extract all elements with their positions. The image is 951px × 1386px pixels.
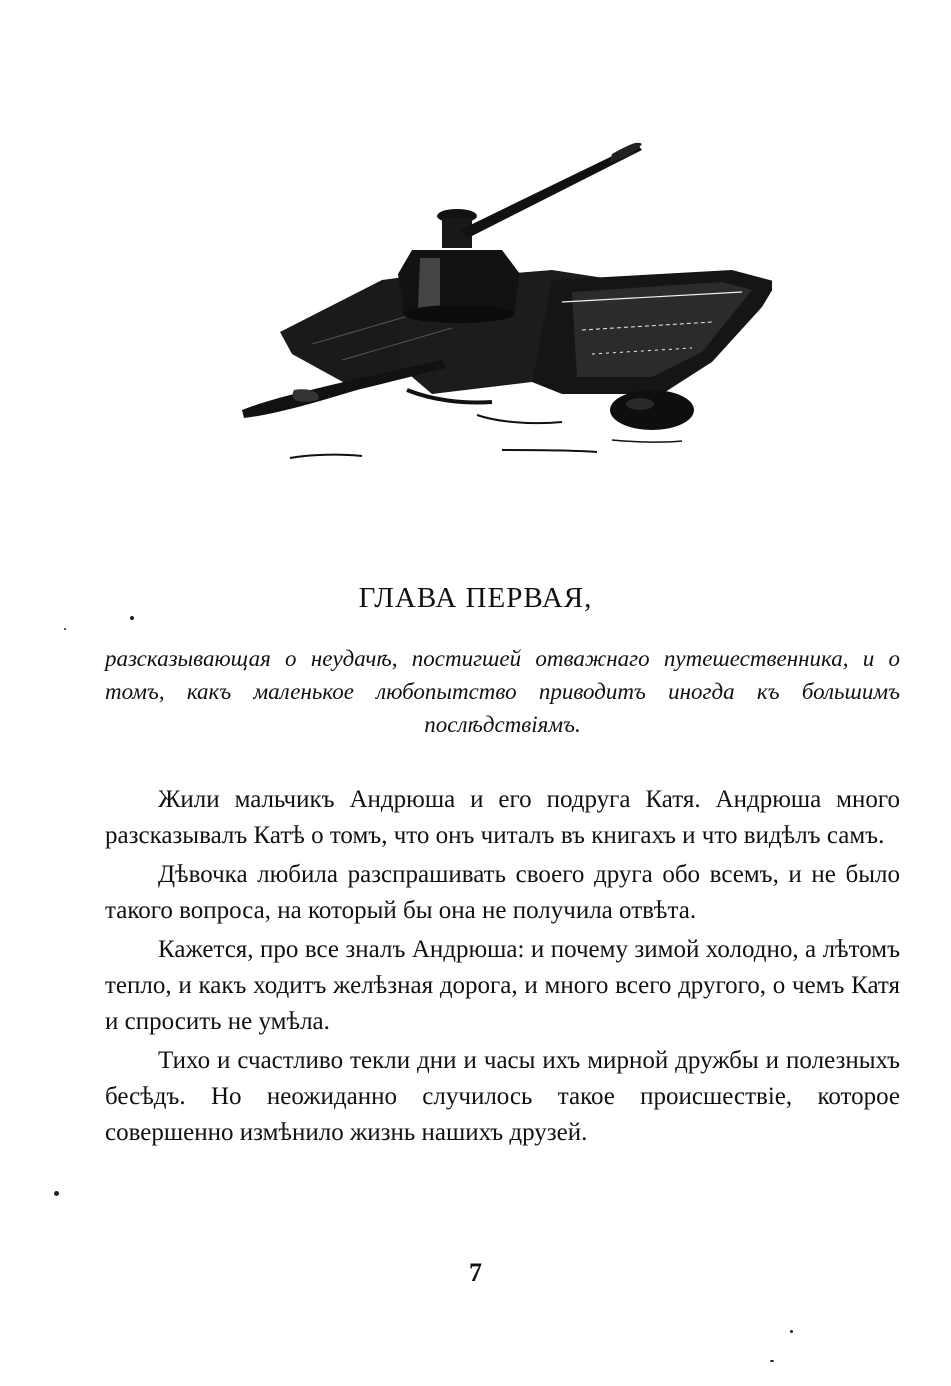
scan-speck — [64, 628, 66, 630]
chapter-title: ГЛАВА ПЕРВАЯ, — [358, 582, 593, 614]
chapter-subtitle: разсказывающая о неудачѣ, постигшей отважнаго путешественника, и о томъ, какъ маленькое любопытство приводитъ иногда къ большимъ послѣдствіямъ. — [105, 646, 900, 737]
paragraph: Жили мальчикъ Андрюша и его подруга Катя. Андрюша много разсказывалъ Катѣ о томъ, что онъ читалъ въ книгахъ и что видѣлъ самъ. — [105, 786, 900, 849]
page-number: 7 — [469, 1258, 482, 1287]
paragraph: Кажется, про все зналъ Андрюша: и почему зимой холодно, а лѣтомъ тепло, и какъ ходитъ желѣзная дорога, и много всего другого, о чемъ Катя и спросить не умѣла. — [105, 936, 900, 1035]
paragraph: Тихо и счастливо текли дни и часы ихъ мирной дружбы и полезныхъ бесѣдъ. Но неожиданно случилось такое происшествіе, которое совершенно измѣнило жизнь нашихъ друзей. — [105, 1047, 900, 1146]
scan-speck — [790, 1330, 793, 1333]
scan-speck — [770, 1360, 774, 1362]
scan-speck — [130, 616, 134, 620]
scan-speck — [54, 1191, 59, 1196]
chapter-body — [105, 782, 900, 1154]
paragraph: Дѣвочка любила разспрашивать своего друга обо всемъ, и не было такого вопроса, на который бы она не получила отвѣта. — [105, 861, 900, 924]
inkwell-quill-illustration-icon — [232, 132, 772, 472]
